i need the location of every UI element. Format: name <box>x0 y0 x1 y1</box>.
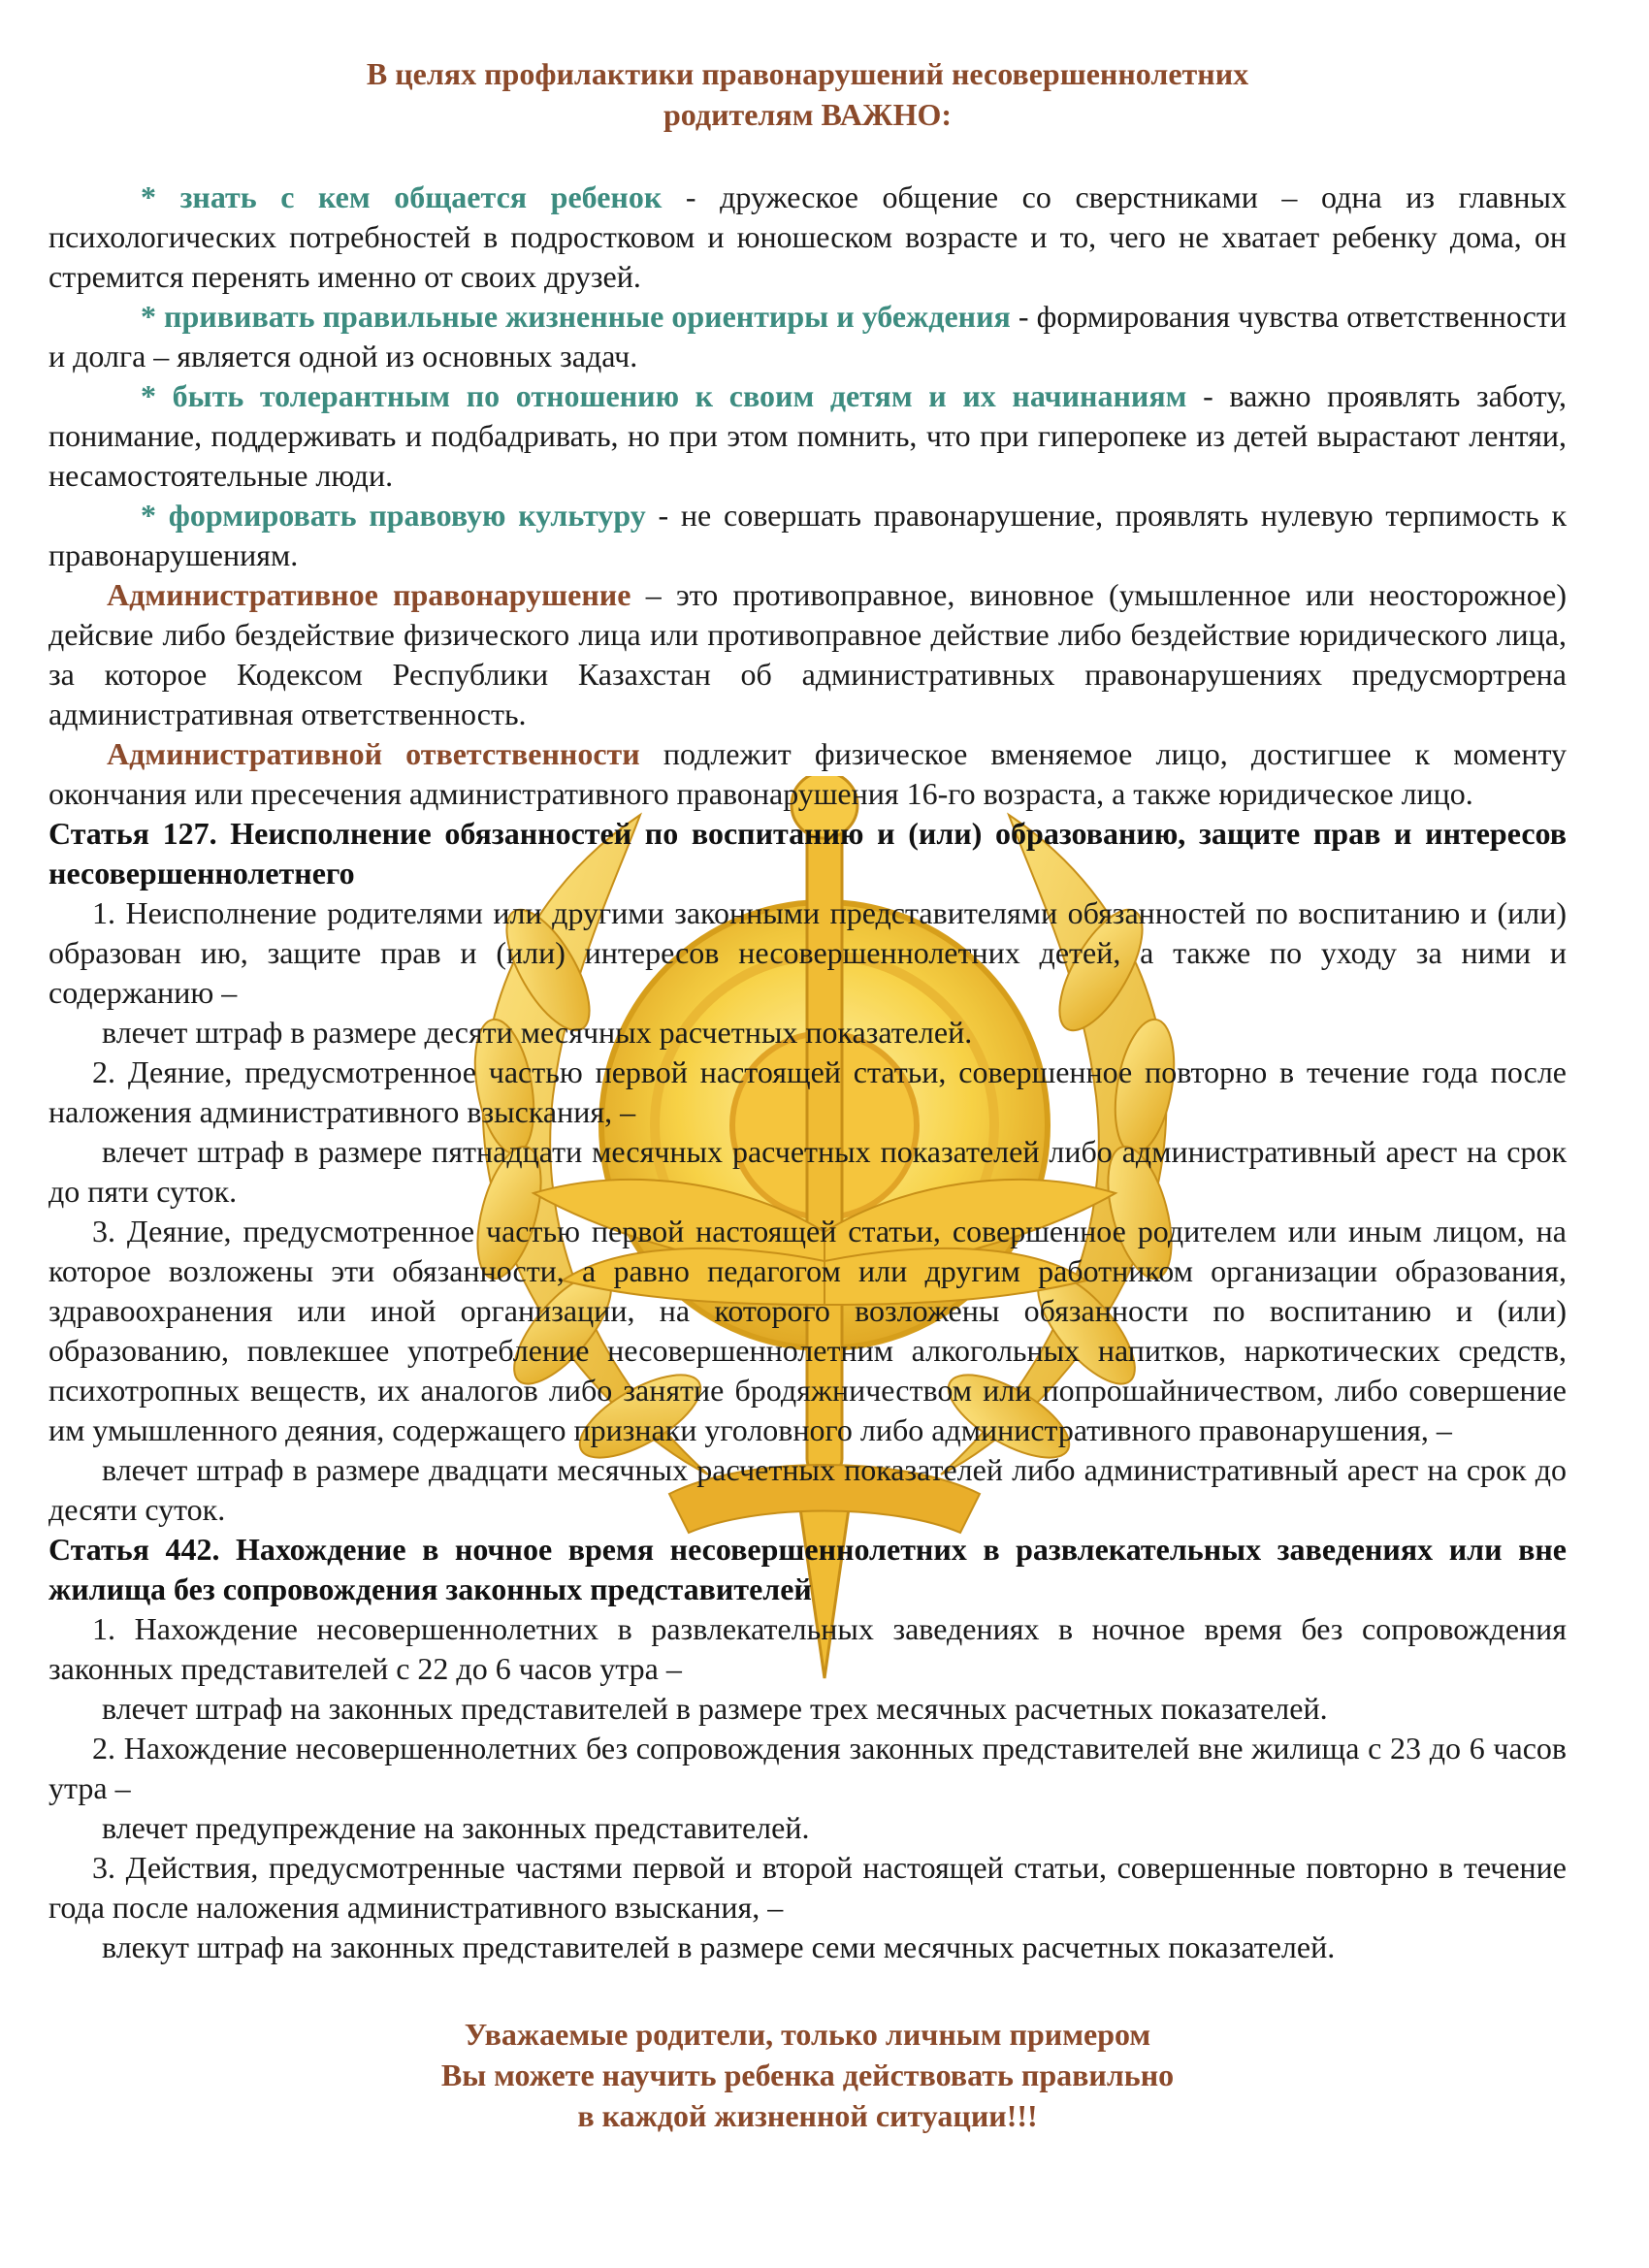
tip-text: - важно проявлять заботу, понимание, поддерживать и подбадривать, но при этом помнить, что при гиперопеке из детей вырастают лентяи, несамостоятельные люди. <box>48 378 1567 493</box>
article-127-part-2: 2. Деяние, предусмотренное частью первой настоящей статьи, совершенное повторно в течение года после наложения административного взыскания, – <box>48 1054 1567 1129</box>
article-127-part-1: 1. Неисполнение родителями или другими законными представителями обязанностей по воспитанию и (или) образован ию, защите прав и (или) интересов несовершеннолетних детей, а также по уходу за ними и содержанию – <box>48 895 1567 1010</box>
article-442-part-3-penalty: влекут штраф на законных представителей в размере семи месячных расчетных показателей. <box>102 1929 1336 1964</box>
tip-lead: * знать с кем общается ребенок <box>141 179 663 214</box>
article-127-heading: Статья 127. Неисполнение обязанностей по воспитанию и (или) образованию, защите прав и интересов несовершеннолетнего <box>48 816 1567 891</box>
definition-liability <box>48 734 1567 814</box>
definition-term: Административное правонарушение <box>107 577 631 612</box>
tip-2 <box>48 297 1567 376</box>
article-442-part-1: 1. Нахождение несовершеннолетних в развлекательных заведениях в ночное время без сопровождения законных представителей с 22 до 6 часов утра – <box>48 1611 1567 1686</box>
article-442-part-1-penalty: влечет штраф на законных представителей в размере трех месячных расчетных показателей. <box>102 1691 1328 1726</box>
article-127-part-2-penalty: влечет штраф в размере пятнадцати месячных расчетных показателей либо административный арест на срок до пяти суток. <box>48 1134 1567 1209</box>
article-127-part-3: 3. Деяние, предусмотренное частью первой настоящей статьи, совершенное родителем или иным лицом, на которое возложены эти обязанности, а равно педагогом или другим работником организации образования, здравоохранения или иной организации, на которого возложены обязанности по воспитанию и (или) образованию, повлекшее употребление несовершеннолетним алкогольных напитков, наркотических средств, психотропных веществ, их аналогов либо занятие бродяжничеством или попрошайничеством, либо совершение им умышленного деяния, содержащего признаки уголовного либо административного правонарушения, – <box>48 1214 1567 1447</box>
tip-lead: * прививать правильные жизненные ориентиры и убеждения <box>141 299 1011 334</box>
tip-lead: * формировать правовую культуру <box>141 498 646 533</box>
tip-lead: * быть толерантным по отношению к своим детям и их начинаниям <box>141 378 1187 413</box>
definition-text: подлежит физическое вменяемое лицо, достигшее к моменту окончания или пресечения административного правонарушения 16-го возраста, а также юридическое лицо. <box>48 736 1568 811</box>
closing-line-2: Вы можете научить ребенка действовать правильно <box>440 2057 1175 2092</box>
closing-line-3: в каждой жизненной ситуации!!! <box>577 2098 1038 2133</box>
tip-1 <box>48 178 1567 297</box>
article-442-part-3: 3. Действия, предусмотренные частями первой и второй настоящей статьи, совершенные повторно в течение года после наложения административного взыскания, – <box>48 1850 1567 1925</box>
document-title <box>48 53 1567 135</box>
article-127-part-3-penalty: влечет штраф в размере двадцати месячных расчетных показателей либо административный арест на срок до десяти суток. <box>48 1452 1567 1527</box>
tip-4 <box>48 496 1567 575</box>
article-442-part-2: 2. Нахождение несовершеннолетних без сопровождения законных представителей вне жилища с 23 до 6 часов утра – <box>48 1731 1567 1805</box>
article-127-part-1-penalty: влечет штраф в размере десяти месячных расчетных показателей. <box>102 1015 973 1050</box>
definition-offense <box>48 575 1567 734</box>
definition-term: Административной ответственности <box>107 736 640 771</box>
title-line-1: В целях профилактики правонарушений несовершеннолетних <box>366 56 1249 91</box>
tip-text: - не совершать правонарушение, проявлять нулевую терпимость к правонарушениям. <box>48 498 1567 572</box>
article-442-heading: Статья 442. Нахождение в ночное время несовершеннолетних в развлекательных заведениях или вне жилища без сопровождения законных представителей <box>48 1532 1567 1606</box>
tip-text: - дружеское общение со сверстниками – одна из главных психологических потребностей в подростковом и юношеском возрасте и то, чего не хватает ребенку дома, он стремится перенять именно от своих друзей. <box>48 179 1568 294</box>
article-442-part-2-penalty: влечет предупреждение на законных представителей. <box>102 1810 810 1845</box>
closing-line-1: Уважаемые родители, только личным примером <box>464 2017 1151 2052</box>
tip-3 <box>48 376 1567 496</box>
definition-text: – это противоправное, виновное (умышленное или неосторожное) дейсвие либо бездействие физического лица или противоправное действие либо бездействие юридического лица, за которое Кодексом Республики Казахстан об административных правонарушениях предусмортрена административная ответственность. <box>48 577 1568 731</box>
closing-message <box>48 2014 1567 2136</box>
title-line-2: родителям ВАЖНО: <box>663 97 952 132</box>
tip-text: - формирования чувства ответственности и долга – является одной из основных задач. <box>48 299 1568 373</box>
document-body <box>48 53 1567 2136</box>
